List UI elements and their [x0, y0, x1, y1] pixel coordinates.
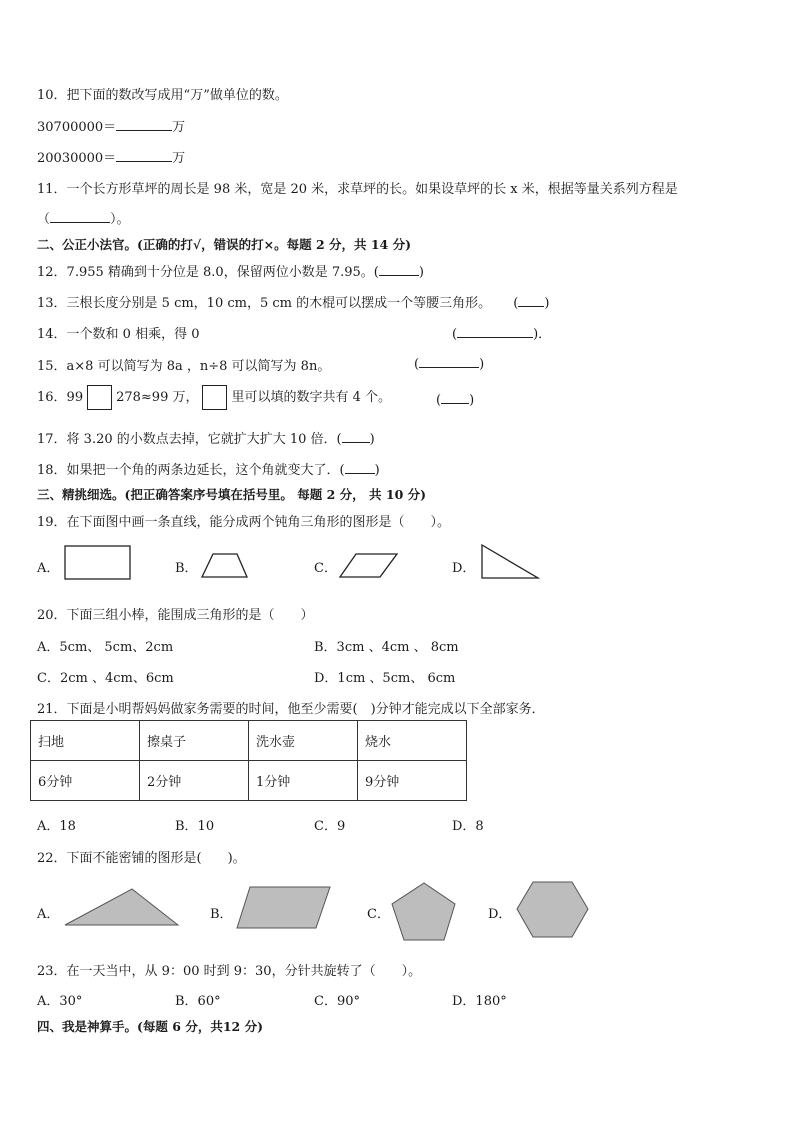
digit-box[interactable]: [87, 385, 112, 410]
close-paren: ）。: [110, 212, 130, 227]
question-16-part-3: 里可以填的数字共有 4 个。: [231, 390, 392, 405]
triangle-shape: [64, 888, 180, 928]
answer-blank[interactable]: [379, 263, 419, 276]
question-15-answer: [414, 355, 484, 372]
question-10: [37, 84, 288, 103]
hexagon-shape: [516, 881, 590, 939]
question-13-text: 13．三根长度分别是 5 cm，10 cm，5 cm 的木棍可以摆成一个等腰三角形。: [37, 296, 492, 311]
digit-box[interactable]: [202, 385, 227, 410]
table-cell: 9分钟: [358, 761, 467, 801]
unit-label: 万: [172, 120, 186, 135]
q19-option-d[interactable]: D．: [452, 561, 476, 576]
q20-option-d[interactable]: D．1cm 、5cm、 6cm: [314, 671, 456, 686]
question-10-text: 10．把下面的数改写成用“万”做单位的数。: [37, 88, 288, 103]
trapezoid-shape: [201, 553, 249, 579]
question-15: [37, 355, 330, 374]
chores-time-table: [30, 720, 467, 801]
question-19: [37, 511, 450, 530]
open-paren: (: [513, 296, 519, 311]
close-paren: ): [544, 296, 550, 311]
q23-option-a[interactable]: A．30°: [37, 994, 83, 1009]
question-20-text: 20．下面三组小棒，能围成三角形的是（ ）: [37, 608, 314, 623]
question-11: [37, 178, 678, 197]
q21-option-c[interactable]: C．9: [314, 819, 346, 834]
q22-option-c[interactable]: C．: [367, 907, 390, 922]
close-paren: ): [418, 265, 424, 280]
table-cell: 扫地: [31, 721, 140, 761]
table-cell: 烧水: [358, 721, 467, 761]
question-22-text: 22．下面不能密铺的图形是( )。: [37, 851, 246, 866]
question-16-part-2: 278≈99 万，: [116, 390, 199, 405]
q22-option-a[interactable]: A．: [37, 907, 60, 922]
answer-blank[interactable]: [518, 294, 544, 307]
q21-option-d[interactable]: D．8: [452, 819, 484, 834]
question-14-answer: [452, 323, 551, 342]
answer-blank[interactable]: [345, 461, 375, 474]
close-paren: ): [374, 463, 380, 478]
question-21-text: 21．下面是小明帮妈妈做家务需要的时间，他至少需要( )分钟才能完成以下全部家务．: [37, 702, 545, 717]
rectangle-shape: [64, 545, 132, 581]
table-cell: 1分钟: [249, 761, 358, 801]
q23-option-b[interactable]: B．60°: [175, 994, 221, 1009]
open-paren: （: [37, 212, 51, 227]
q20-option-a[interactable]: A．5cm、 5cm、2cm: [37, 640, 174, 655]
q21-option-a[interactable]: A．18: [37, 819, 76, 834]
q20-option-c[interactable]: C．2cm 、4cm、6cm: [37, 671, 174, 686]
question-18-text: 18．如果把一个角的两条边延长，这个角就变大了．(: [37, 463, 345, 478]
parallelogram-shape: [339, 553, 399, 579]
question-10-line-2: [37, 147, 185, 166]
question-17: [37, 428, 375, 447]
question-19-text: 19．在下面图中画一条直线，能分成两个钝角三角形的图形是（ ）。: [37, 515, 451, 530]
question-23: [37, 960, 421, 979]
question-22: [37, 847, 246, 866]
question-16: [37, 385, 391, 411]
answer-blank[interactable]: [457, 325, 533, 338]
question-12-text: 12．7.955 精确到十分位是 8.0，保留两位小数是 7.95。(: [37, 265, 379, 280]
answer-blank[interactable]: [342, 430, 370, 443]
section-3-title: 三、精挑细选。(把正确答案序号填在括号里。 每题 2 分， 共 10 分): [37, 487, 427, 502]
q19-option-b[interactable]: B．: [175, 561, 198, 576]
open-paren: (: [452, 327, 458, 342]
close-paren: )．: [533, 327, 552, 342]
table-header-row: [31, 721, 467, 761]
answer-blank[interactable]: [441, 391, 469, 404]
q23-option-d[interactable]: D．180°: [452, 994, 507, 1009]
pentagon-shape: [391, 882, 457, 942]
right-triangle-shape: [481, 544, 541, 580]
question-20: [37, 604, 314, 623]
close-paren: ): [469, 393, 475, 408]
answer-blank[interactable]: [419, 355, 479, 368]
question-21: [37, 698, 545, 717]
table-cell: 2分钟: [140, 761, 249, 801]
question-18: [37, 459, 380, 478]
question-12: [37, 261, 424, 280]
answer-blank[interactable]: [116, 149, 172, 162]
q19-option-a[interactable]: A．: [37, 561, 60, 576]
question-16-answer: [436, 391, 474, 408]
q10-number-1: 30700000＝: [37, 120, 117, 135]
open-paren: (: [436, 393, 442, 408]
table-cell: 擦桌子: [140, 721, 249, 761]
section-2-title: 二、公正小法官。(正确的打√，错误的打×。每题 2 分，共 14 分): [37, 237, 412, 252]
answer-blank[interactable]: [50, 210, 110, 223]
q22-option-b[interactable]: B．: [210, 907, 233, 922]
question-15-text: 15．a×8 可以简写为 8a ，n÷8 可以简写为 8n。: [37, 359, 331, 374]
open-paren: (: [414, 357, 420, 372]
q21-option-b[interactable]: B．10: [175, 819, 215, 834]
q20-option-b[interactable]: B．3cm 、4cm 、 8cm: [314, 640, 459, 655]
unit-label: 万: [172, 151, 186, 166]
close-paren: ): [479, 357, 485, 372]
q10-number-2: 20030000＝: [37, 151, 117, 166]
section-4-title: 四、我是神算手。(每题 6 分，共12 分): [37, 1019, 263, 1034]
q23-option-c[interactable]: C．90°: [314, 994, 360, 1009]
question-11-answer: [37, 208, 130, 227]
parallelogram-shape: [236, 886, 332, 930]
table-cell: 6分钟: [31, 761, 140, 801]
q19-option-c[interactable]: C．: [314, 561, 337, 576]
question-16-part-1: 16．99: [37, 390, 84, 405]
answer-blank[interactable]: [116, 118, 172, 131]
question-23-text: 23．在一天当中，从 9：00 时到 9：30，分针共旋转了（ ）。: [37, 964, 422, 979]
question-14: [37, 323, 199, 342]
question-10-line-1: [37, 116, 185, 135]
question-11-text: 11．一个长方形草坪的周长是 98 米，宽是 20 米，求草坪的长。如果设草坪的长 x 米，根据等量关系列方程是: [37, 182, 678, 197]
table-row: [31, 761, 467, 801]
question-17-text: 17．将 3.20 的小数点去掉，它就扩大扩大 10 倍．(: [37, 432, 342, 447]
question-14-text: 14．一个数和 0 相乘，得 0: [37, 327, 200, 342]
close-paren: ): [369, 432, 375, 447]
q22-option-d[interactable]: D．: [488, 907, 512, 922]
question-13: [37, 292, 549, 311]
table-cell: 洗水壶: [249, 721, 358, 761]
